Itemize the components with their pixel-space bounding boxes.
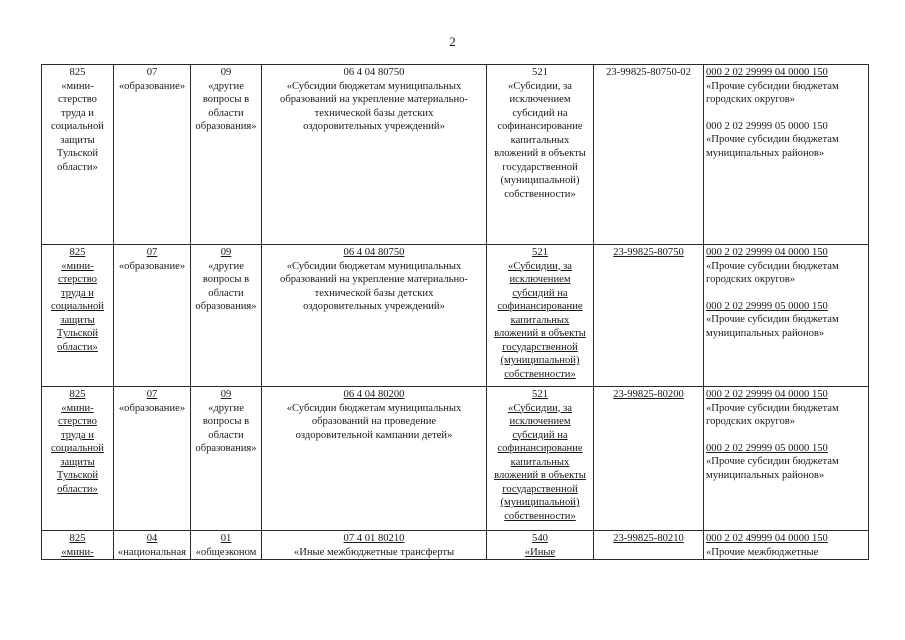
- transfer-code: 23-99825-80750: [613, 247, 684, 258]
- income-name-line: городских округов»: [706, 274, 796, 285]
- section-code: 04: [146, 533, 158, 544]
- cell-target-article: [262, 531, 487, 560]
- ministry-name-line: «мини-: [61, 80, 94, 92]
- income-code: 000 2 02 29999 05 0000 150: [706, 120, 828, 132]
- subsection-name-line: «другие: [208, 402, 244, 414]
- target-article-name-line: технической базы детских: [314, 287, 434, 299]
- target-article-name-line: образований на проведение: [311, 416, 437, 427]
- expense-type-name-line: субсидий на: [512, 287, 568, 299]
- expense-type-name-line: «Субсидии, за: [508, 260, 572, 272]
- cell-target-article: [262, 65, 487, 245]
- income-name-line: муниципальных районов»: [706, 327, 825, 339]
- cell-expense-type: [487, 65, 594, 245]
- subsection-name-line: области: [208, 287, 244, 299]
- ministry-code: 825: [69, 247, 86, 258]
- subsection-name-line: вопросы в: [202, 94, 250, 105]
- ministry-name-line: «мини-: [61, 260, 94, 272]
- section-code: 07: [146, 389, 158, 400]
- section-code: 07: [146, 247, 158, 258]
- cell-transfer-code: [594, 245, 704, 387]
- ministry-code: 825: [69, 533, 86, 544]
- ministry-name-line: области»: [57, 483, 98, 495]
- ministry-name-line: области»: [57, 161, 98, 173]
- income-code: 000 2 02 49999 04 0000 150: [706, 533, 828, 544]
- cell-target-article: [262, 387, 487, 531]
- table-row: [42, 531, 869, 560]
- section-name: «образование»: [118, 80, 186, 92]
- target-article-name-line: «Субсидии бюджетам муниципальных: [286, 260, 462, 272]
- subsection-name-line: «другие: [208, 260, 244, 272]
- cell-transfer-code: [594, 531, 704, 560]
- cell-income-code: [704, 65, 869, 245]
- expense-type-code: 521: [532, 389, 548, 400]
- expense-type-name-line: капитальных: [510, 314, 570, 326]
- expense-type-code: 521: [532, 247, 548, 258]
- income-code: 000 2 02 29999 05 0000 150: [706, 442, 828, 454]
- subsection-name-line: области: [208, 107, 244, 119]
- ministry-name-line: труда и: [61, 287, 94, 299]
- ministry-name-line: труда и: [61, 107, 94, 119]
- expense-type-name-line: капитальных: [510, 134, 570, 146]
- income-name-line: «Прочие субсидии бюджетам: [706, 134, 839, 145]
- target-article-name-line: «Субсидии бюджетам муниципальных: [286, 402, 462, 414]
- cell-section: [114, 245, 191, 387]
- income-code: 000 2 02 29999 04 0000 150: [706, 389, 828, 400]
- subsection-code: 09: [220, 67, 232, 78]
- cell-section: [114, 387, 191, 531]
- expense-type-name-line: «Субсидии, за: [508, 402, 572, 414]
- target-article-code: 06 4 04 80200: [343, 389, 405, 400]
- expense-type-code: 540: [532, 533, 548, 544]
- subsection-code: 09: [220, 389, 232, 400]
- ministry-name-line: труда и: [61, 429, 94, 441]
- cell-subsection: [191, 531, 262, 560]
- table-row: [42, 387, 869, 531]
- income-name-line: «Прочие субсидии бюджетам: [706, 80, 839, 92]
- cell-subsection: [191, 65, 262, 245]
- cell-expense-type: [487, 387, 594, 531]
- expense-type-name-line: собственности»: [504, 188, 576, 200]
- expense-type-name-line: (муниципальной): [500, 175, 580, 186]
- ministry-name-line: защиты: [60, 314, 95, 326]
- income-name-line: «Прочие субсидии бюджетам: [706, 314, 839, 325]
- cell-section: [114, 65, 191, 245]
- ministry-name-line: Тульской: [56, 148, 99, 159]
- expense-type-code: 521: [532, 67, 548, 78]
- target-article-name-line: оздоровительной кампании детей»: [295, 429, 453, 441]
- expense-type-name-line: вложений в объекты: [494, 148, 586, 159]
- subsection-name-line: образования»: [195, 121, 257, 132]
- target-article-name-line: оздоровительных учреждений»: [303, 301, 445, 312]
- cell-income-code: [704, 245, 869, 387]
- cell-expense-type: [487, 531, 594, 560]
- cell-section: [114, 531, 191, 560]
- target-article-name-line: образований на укрепление материально-: [280, 94, 468, 105]
- subsection-code: 09: [220, 247, 232, 258]
- target-article-name-line: оздоровительных учреждений»: [303, 121, 445, 132]
- expense-type-name-line: субсидий на: [512, 107, 568, 119]
- expense-type-name-line: вложений в объекты: [494, 328, 586, 339]
- ministry-name-line: стерство: [58, 274, 97, 285]
- section-name: «образование»: [118, 260, 186, 272]
- target-article-code: 06 4 04 80750: [343, 247, 405, 258]
- cell-ministry: [42, 245, 114, 387]
- expense-type-name-line: государственной: [502, 161, 578, 173]
- subsection-code: 01: [220, 533, 232, 544]
- income-code: 000 2 02 29999 05 0000 150: [706, 300, 828, 312]
- expense-type-name-line: субсидий на: [512, 429, 568, 441]
- expense-type-name-line: софинансирование: [497, 443, 583, 454]
- expense-type-name-line: собственности»: [504, 510, 576, 522]
- income-name-line: «Прочие межбюджетные: [706, 546, 819, 558]
- cell-ministry: [42, 531, 114, 560]
- target-article-name-line: «Субсидии бюджетам муниципальных: [286, 80, 462, 92]
- section-name: «образование»: [118, 402, 186, 414]
- page-number: 2: [449, 34, 456, 49]
- cell-transfer-code: [594, 387, 704, 531]
- subsection-name-line: «общеэконом: [195, 546, 257, 558]
- expense-type-name-line: вложений в объекты: [494, 470, 586, 481]
- expense-type-name-line: капитальных: [510, 456, 570, 468]
- cell-subsection: [191, 387, 262, 531]
- subsection-name-line: образования»: [195, 443, 257, 454]
- ministry-name-line: стерство: [58, 94, 97, 105]
- expense-type-name-line: государственной: [502, 483, 578, 495]
- income-name-line: «Прочие субсидии бюджетам: [706, 260, 839, 272]
- ministry-name-line: «мини-: [61, 546, 94, 558]
- table-row: [42, 65, 869, 245]
- expense-type-name-line: «Субсидии, за: [508, 80, 572, 92]
- cell-expense-type: [487, 245, 594, 387]
- subsection-name-line: вопросы в: [202, 416, 250, 427]
- income-name-line: «Прочие субсидии бюджетам: [706, 402, 839, 414]
- income-name-line: муниципальных районов»: [706, 147, 825, 159]
- section-code: 07: [146, 67, 158, 78]
- expense-type-name-line: софинансирование: [497, 301, 583, 312]
- budget-table: [41, 64, 869, 560]
- target-article-code: 07 4 01 80210: [343, 533, 405, 544]
- ministry-name-line: социальной: [51, 301, 104, 312]
- ministry-name-line: области»: [57, 341, 98, 353]
- expense-type-name-line: собственности»: [504, 368, 576, 380]
- income-code: 000 2 02 29999 04 0000 150: [706, 67, 828, 78]
- cell-target-article: [262, 245, 487, 387]
- ministry-name-line: «мини-: [61, 402, 94, 414]
- ministry-name-line: социальной: [51, 443, 104, 454]
- ministry-name-line: стерство: [58, 416, 97, 427]
- transfer-code: 23-99825-80750-02: [606, 67, 691, 78]
- income-name-line: городских округов»: [706, 94, 796, 105]
- income-name-line: городских округов»: [706, 416, 796, 427]
- table-row: [42, 245, 869, 387]
- cell-ministry: [42, 387, 114, 531]
- transfer-code: 23-99825-80210: [613, 533, 684, 544]
- expense-type-name-line: исключением: [509, 274, 571, 285]
- ministry-name-line: социальной: [51, 121, 104, 132]
- cell-ministry: [42, 65, 114, 245]
- target-article-name-line: «Иные межбюджетные трансферты: [293, 546, 455, 558]
- subsection-name-line: области: [208, 429, 244, 441]
- cell-income-code: [704, 531, 869, 560]
- target-article-name-line: технической базы детских: [314, 107, 434, 119]
- expense-type-name-line: исключением: [509, 416, 571, 427]
- section-name: «национальная: [117, 546, 187, 558]
- ministry-name-line: защиты: [60, 456, 95, 468]
- expense-type-name-line: «Иные: [524, 546, 556, 558]
- expense-type-name-line: исключением: [509, 94, 571, 105]
- cell-income-code: [704, 387, 869, 531]
- target-article-name-line: образований на укрепление материально-: [280, 274, 468, 285]
- cell-subsection: [191, 245, 262, 387]
- cell-transfer-code: [594, 65, 704, 245]
- ministry-code: 825: [69, 389, 86, 400]
- subsection-name-line: «другие: [208, 80, 244, 92]
- expense-type-name-line: софинансирование: [497, 121, 583, 132]
- expense-type-name-line: (муниципальной): [500, 497, 580, 508]
- ministry-name-line: Тульской: [56, 328, 99, 339]
- ministry-name-line: защиты: [60, 134, 95, 146]
- income-name-line: муниципальных районов»: [706, 469, 825, 481]
- expense-type-name-line: государственной: [502, 341, 578, 353]
- target-article-code: 06 4 04 80750: [343, 67, 405, 78]
- expense-type-name-line: (муниципальной): [500, 355, 580, 366]
- subsection-name-line: образования»: [195, 301, 257, 312]
- income-code: 000 2 02 29999 04 0000 150: [706, 247, 828, 258]
- transfer-code: 23-99825-80200: [613, 389, 684, 400]
- income-name-line: «Прочие субсидии бюджетам: [706, 456, 839, 467]
- ministry-name-line: Тульской: [56, 470, 99, 481]
- subsection-name-line: вопросы в: [202, 274, 250, 285]
- ministry-code: 825: [69, 67, 86, 78]
